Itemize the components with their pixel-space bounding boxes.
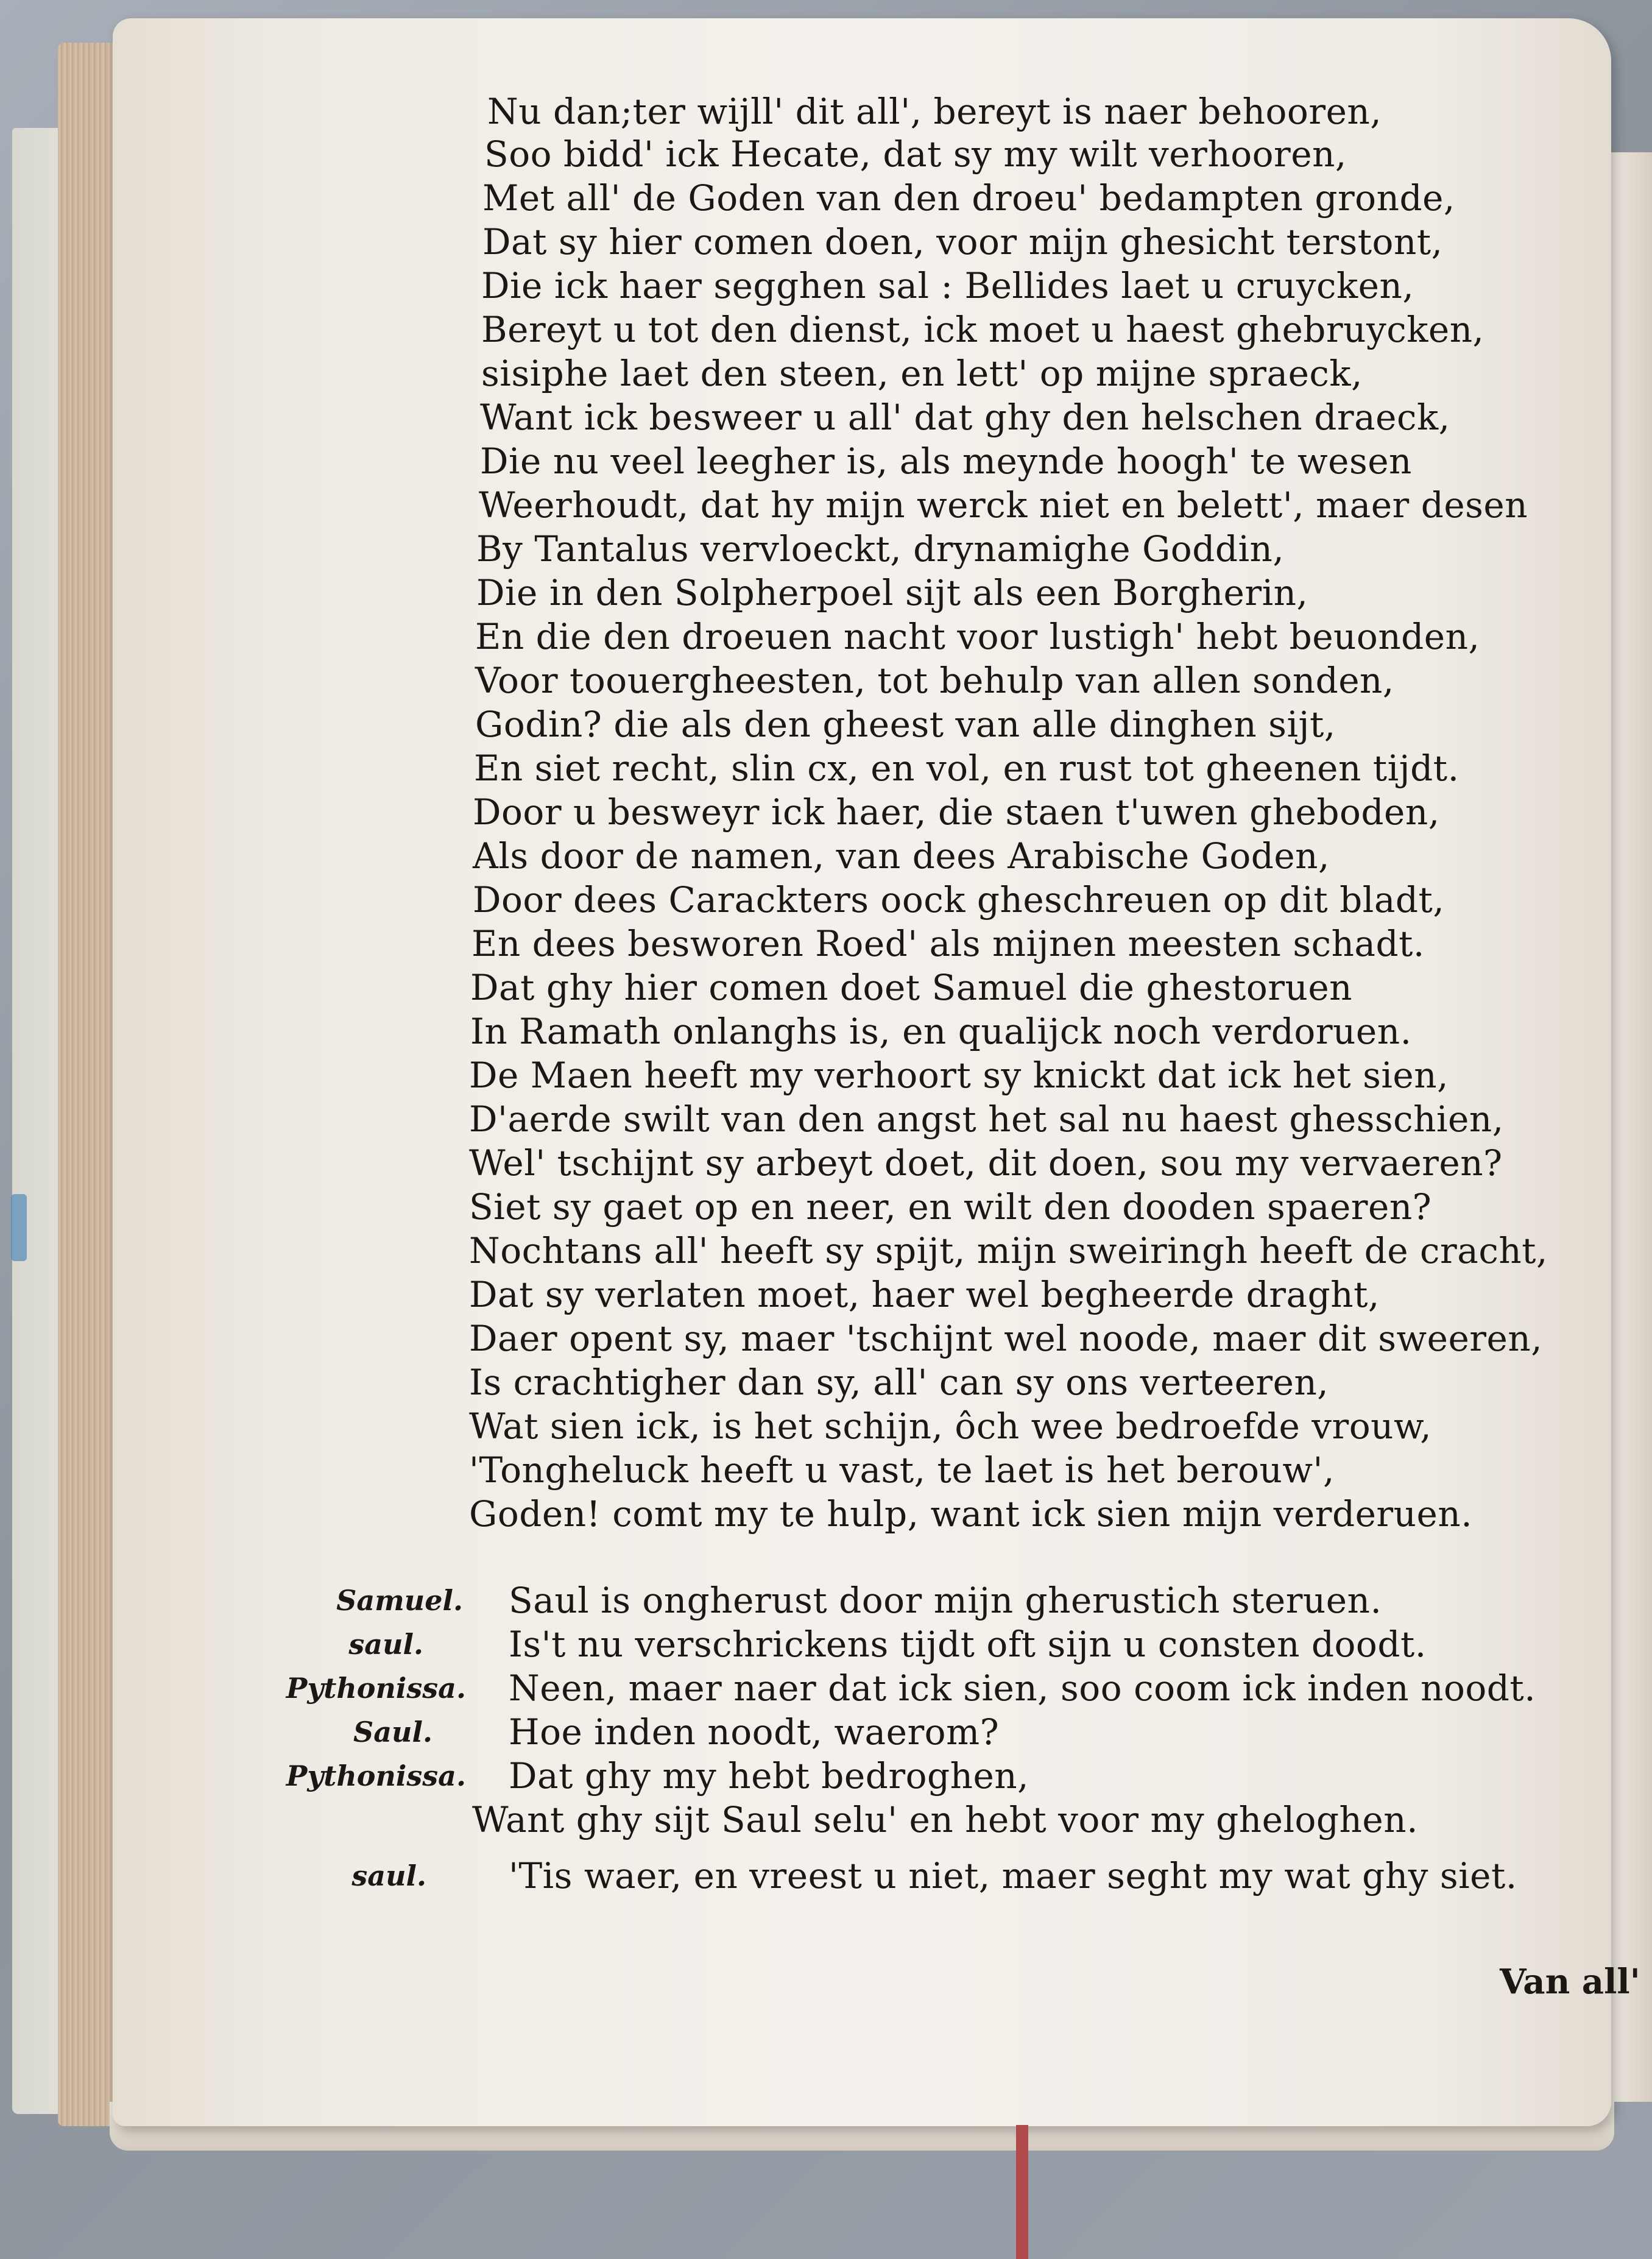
speaker-label: Pythonissa. — [286, 1672, 466, 1705]
speaker-label: Samuel. — [336, 1584, 463, 1617]
verse-line: Nochtans all' heeft sy spijt, mijn sweiringh heeft de cracht, — [469, 1230, 1548, 1271]
verse-line: Dat ghy hier comen doet Samuel die ghestoruen — [470, 967, 1353, 1008]
verse-line: Nu dan;ter wijll' dit all', bereyt is naer behooren, — [487, 91, 1382, 132]
verse-line: Die ick haer segghen sal : Bellides laet u cruycken, — [481, 265, 1414, 306]
verse-line: En die den droeuen nacht voor lustigh' hebt beuonden, — [475, 616, 1480, 657]
dialogue-line: Neen, maer naer dat ick sien, soo coom ick inden noodt. — [509, 1667, 1536, 1709]
verse-line: En dees besworen Roed' als mijnen meesten schadt. — [471, 923, 1425, 964]
verse-line: D'aerde swilt van den angst het sal nu haest ghesschien, — [469, 1098, 1504, 1140]
dialogue-line: 'Tis waer, en vreest u niet, maer seght my wat ghy siet. — [509, 1855, 1517, 1897]
verse-line: Soo bidd' ick Hecate, dat sy my wilt verhooren, — [484, 133, 1347, 175]
speaker-label: Saul. — [353, 1716, 432, 1748]
verse-line: Dat sy verlaten moet, haer wel begheerde draght, — [469, 1274, 1380, 1315]
speaker-label: saul. — [348, 1628, 423, 1661]
verse-line: En siet recht, slin cx, en vol, en rust tot gheenen tijdt. — [474, 748, 1460, 789]
verse-line: Als door de namen, van dees Arabische Goden, — [473, 835, 1330, 877]
verse-line: Weerhoudt, dat hy mijn werck niet en belett', maer desen — [479, 484, 1528, 526]
verse-line: By Tantalus vervloeckt, drynamighe Goddin, — [476, 528, 1285, 570]
verse-line: Die nu veel leegher is, als meynde hoogh' te wesen — [480, 440, 1412, 482]
verse-line: Siet sy gaet op en neer, en wilt den dooden spaeren? — [469, 1186, 1432, 1228]
verse-line: Dat sy hier comen doen, voor mijn ghesicht terstont, — [482, 221, 1443, 263]
verse-line: Wel' tschijnt sy arbeyt doet, dit doen, sou my vervaeren? — [469, 1142, 1503, 1184]
verse-line: Met all' de Goden van den droeu' bedampten gronde, — [482, 177, 1455, 219]
verse-line: Die in den Solpherpoel sijt als een Borgherin, — [476, 572, 1308, 613]
speaker-label: saul. — [351, 1859, 426, 1892]
verse-line: Want ick besweer u all' dat ghy den helschen draeck, — [480, 397, 1450, 438]
dialogue-line: Hoe inden noodt, waerom? — [509, 1711, 1000, 1753]
verse-line: Door u besweyr ick haer, die staen t'uwen gheboden, — [473, 791, 1440, 833]
catchword: Van all' — [1500, 1962, 1640, 2002]
verse-line: Bereyt u tot den dienst, ick moet u haest ghebruycken, — [481, 309, 1484, 350]
verse-line: Godin? die als den gheest van alle dinghen sijt, — [475, 704, 1336, 745]
verse-line: Wat sien ick, is het schijn, ôch wee bedroefde vrouw, — [469, 1405, 1432, 1447]
verse-line: sisiphe laet den steen, en lett' op mijne spraeck, — [481, 353, 1363, 394]
dialogue-line: Is't nu verschrickens tijdt oft sijn u consten doodt. — [509, 1624, 1427, 1665]
verse-line: De Maen heeft my verhoort sy knickt dat ick het sien, — [469, 1055, 1449, 1096]
verse-line: Voor toouergheesten, tot behulp van allen sonden, — [475, 660, 1394, 701]
dialogue-line: Want ghy sijt Saul selu' en hebt voor my gheloghen. — [472, 1799, 1419, 1840]
verse-line: Is crachtigher dan sy, all' can sy ons verteeren, — [469, 1362, 1329, 1403]
verse-line: Door dees Carackters oock gheschreuen op dit bladt, — [473, 879, 1445, 921]
speaker-label: Pythonissa. — [286, 1759, 466, 1792]
dialogue-line: Saul is ongherust door mijn gherustich steruen. — [509, 1580, 1382, 1621]
dialogue-line: Dat ghy my hebt bedroghen, — [509, 1755, 1029, 1797]
verse-line: 'Tongheluck heeft u vast, te laet is het berouw', — [469, 1449, 1335, 1491]
verse-line: In Ramath onlanghs is, en qualijck noch verdoruen. — [470, 1011, 1412, 1052]
verse-line: Daer opent sy, maer 'tschijnt wel noode, maer dit sweeren, — [469, 1318, 1543, 1359]
verse-line: Goden! comt my te hulp, want ick sien mijn verderuen. — [469, 1493, 1473, 1535]
